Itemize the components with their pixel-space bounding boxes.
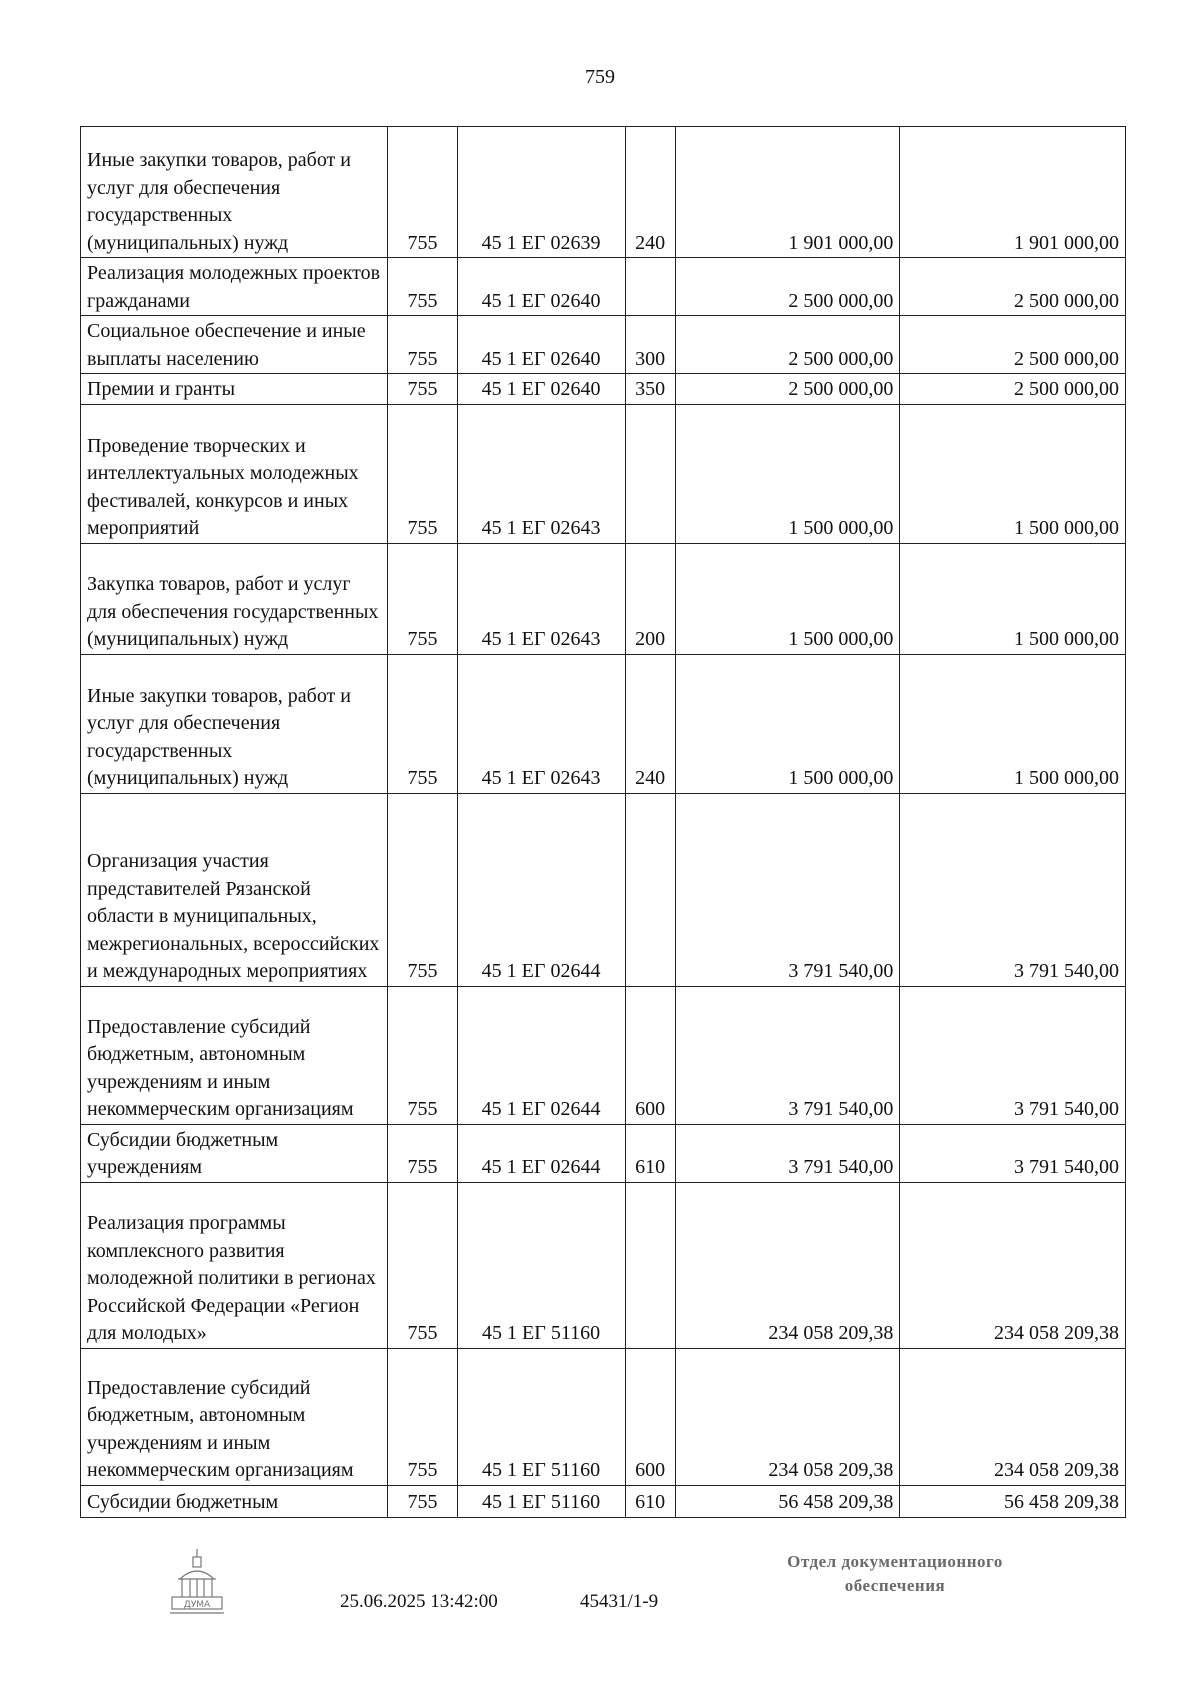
table-row: [81, 986, 1126, 1124]
row-expense-type: [625, 258, 675, 316]
row-admin-code: 755: [388, 374, 457, 405]
row-expense-type: 300: [625, 316, 675, 374]
row-sum-1: 1 500 000,00: [675, 543, 900, 654]
table-row: [81, 1182, 1126, 1348]
page-number: 759: [585, 66, 615, 88]
table-row: [81, 374, 1126, 405]
duma-stamp-icon: [168, 1547, 226, 1619]
table-row: [81, 1348, 1126, 1485]
row-admin-code: 755: [388, 127, 457, 258]
row-target-code: 45 1 ЕГ 02643: [457, 543, 625, 654]
row-sum-1: 2 500 000,00: [675, 258, 900, 316]
row-sum-2: 1 500 000,00: [900, 543, 1126, 654]
table-row: [81, 1124, 1126, 1182]
row-expense-type: 240: [625, 654, 675, 793]
row-expense-type: [625, 1182, 675, 1348]
row-target-code: 45 1 ЕГ 02639: [457, 127, 625, 258]
row-sum-1: 2 500 000,00: [675, 316, 900, 374]
row-admin-code: 755: [388, 1348, 457, 1485]
row-admin-code: 755: [388, 404, 457, 543]
row-target-code: 45 1 ЕГ 02643: [457, 654, 625, 793]
row-sum-2: 234 058 209,38: [900, 1182, 1126, 1348]
row-admin-code: 755: [388, 316, 457, 374]
table-row: [81, 404, 1126, 543]
table-row: [81, 316, 1126, 374]
row-target-code: 45 1 ЕГ 02644: [457, 793, 625, 986]
row-name: Проведение творческих и интеллектуальных молодежных фестивалей, конкурсов и иных мероприятий: [81, 404, 388, 543]
row-sum-1: 1 500 000,00: [675, 404, 900, 543]
footer-registration-number: 45431/1-9: [580, 1591, 659, 1612]
row-expense-type: 610: [625, 1485, 675, 1517]
row-target-code: 45 1 ЕГ 51160: [457, 1485, 625, 1517]
row-name: Реализация программы комплексного развития молодежной политики в регионах Российской Федерации «Регион для молодых»: [81, 1182, 388, 1348]
row-sum-2: 2 500 000,00: [900, 374, 1126, 405]
row-expense-type: 240: [625, 127, 675, 258]
row-admin-code: 755: [388, 543, 457, 654]
row-admin-code: 755: [388, 1124, 457, 1182]
row-expense-type: 350: [625, 374, 675, 405]
row-sum-1: 3 791 540,00: [675, 986, 900, 1124]
row-admin-code: 755: [388, 258, 457, 316]
row-admin-code: 755: [388, 793, 457, 986]
row-target-code: 45 1 ЕГ 02644: [457, 1124, 625, 1182]
row-sum-1: 3 791 540,00: [675, 793, 900, 986]
row-target-code: 45 1 ЕГ 02640: [457, 374, 625, 405]
row-sum-1: 3 791 540,00: [675, 1124, 900, 1182]
row-sum-1: 1 901 000,00: [675, 127, 900, 258]
row-expense-type: [625, 793, 675, 986]
row-admin-code: 755: [388, 1485, 457, 1517]
row-target-code: 45 1 ЕГ 51160: [457, 1182, 625, 1348]
table-row: [81, 543, 1126, 654]
row-expense-type: [625, 404, 675, 543]
row-sum-2: 1 901 000,00: [900, 127, 1126, 258]
row-sum-1: 56 458 209,38: [675, 1485, 900, 1517]
row-sum-2: 3 791 540,00: [900, 986, 1126, 1124]
table-row: [81, 793, 1126, 986]
row-expense-type: 600: [625, 986, 675, 1124]
row-sum-2: 1 500 000,00: [900, 654, 1126, 793]
row-target-code: 45 1 ЕГ 02643: [457, 404, 625, 543]
budget-table: [80, 126, 1126, 1518]
table-row: [81, 1485, 1126, 1517]
row-sum-1: 2 500 000,00: [675, 374, 900, 405]
row-sum-1: 1 500 000,00: [675, 654, 900, 793]
row-sum-2: 3 791 540,00: [900, 793, 1126, 986]
row-sum-2: 234 058 209,38: [900, 1348, 1126, 1485]
row-target-code: 45 1 ЕГ 02640: [457, 316, 625, 374]
row-admin-code: 755: [388, 986, 457, 1124]
row-sum-2: 2 500 000,00: [900, 316, 1126, 374]
row-name: Субсидии бюджетным учреждениям: [81, 1124, 388, 1182]
row-name: Предоставление субсидий бюджетным, автономным учреждениям и иным некоммерческим организациям: [81, 1348, 388, 1485]
row-target-code: 45 1 ЕГ 02644: [457, 986, 625, 1124]
row-expense-type: 610: [625, 1124, 675, 1182]
row-sum-1: 234 058 209,38: [675, 1348, 900, 1485]
row-expense-type: 600: [625, 1348, 675, 1485]
row-name: Субсидии бюджетным: [81, 1485, 388, 1517]
row-sum-2: 3 791 540,00: [900, 1124, 1126, 1182]
table-row: [81, 654, 1126, 793]
row-expense-type: 200: [625, 543, 675, 654]
table-row: [81, 127, 1126, 258]
row-name: Закупка товаров, работ и услуг для обеспечения государственных (муниципальных) нужд: [81, 543, 388, 654]
row-name: Социальное обеспечение и иные выплаты населению: [81, 316, 388, 374]
footer-department-stamp: Отдел документационного обеспечения: [787, 1552, 1003, 1595]
row-name: Премии и гранты: [81, 374, 388, 405]
row-target-code: 45 1 ЕГ 02640: [457, 258, 625, 316]
footer-datetime: 25.06.2025 13:42:00: [340, 1591, 498, 1612]
table-row: [81, 258, 1126, 316]
row-name: Реализация молодежных проектов гражданами: [81, 258, 388, 316]
row-name: Иные закупки товаров, работ и услуг для обеспечения государственных (муниципальных) нужд: [81, 127, 388, 258]
row-name: Организация участия представителей Рязанской области в муниципальных, межрегиональных, всероссийских и международных мероприятиях: [81, 793, 388, 986]
row-name: Предоставление субсидий бюджетным, автономным учреждениям и иным некоммерческим организациям: [81, 986, 388, 1124]
row-admin-code: 755: [388, 654, 457, 793]
row-sum-1: 234 058 209,38: [675, 1182, 900, 1348]
stamp-text: ДУМА: [183, 1600, 211, 1610]
row-sum-2: 2 500 000,00: [900, 258, 1126, 316]
row-admin-code: 755: [388, 1182, 457, 1348]
row-sum-2: 1 500 000,00: [900, 404, 1126, 543]
row-sum-2: 56 458 209,38: [900, 1485, 1126, 1517]
row-name: Иные закупки товаров, работ и услуг для обеспечения государственных (муниципальных) нужд: [81, 654, 388, 793]
row-target-code: 45 1 ЕГ 51160: [457, 1348, 625, 1485]
